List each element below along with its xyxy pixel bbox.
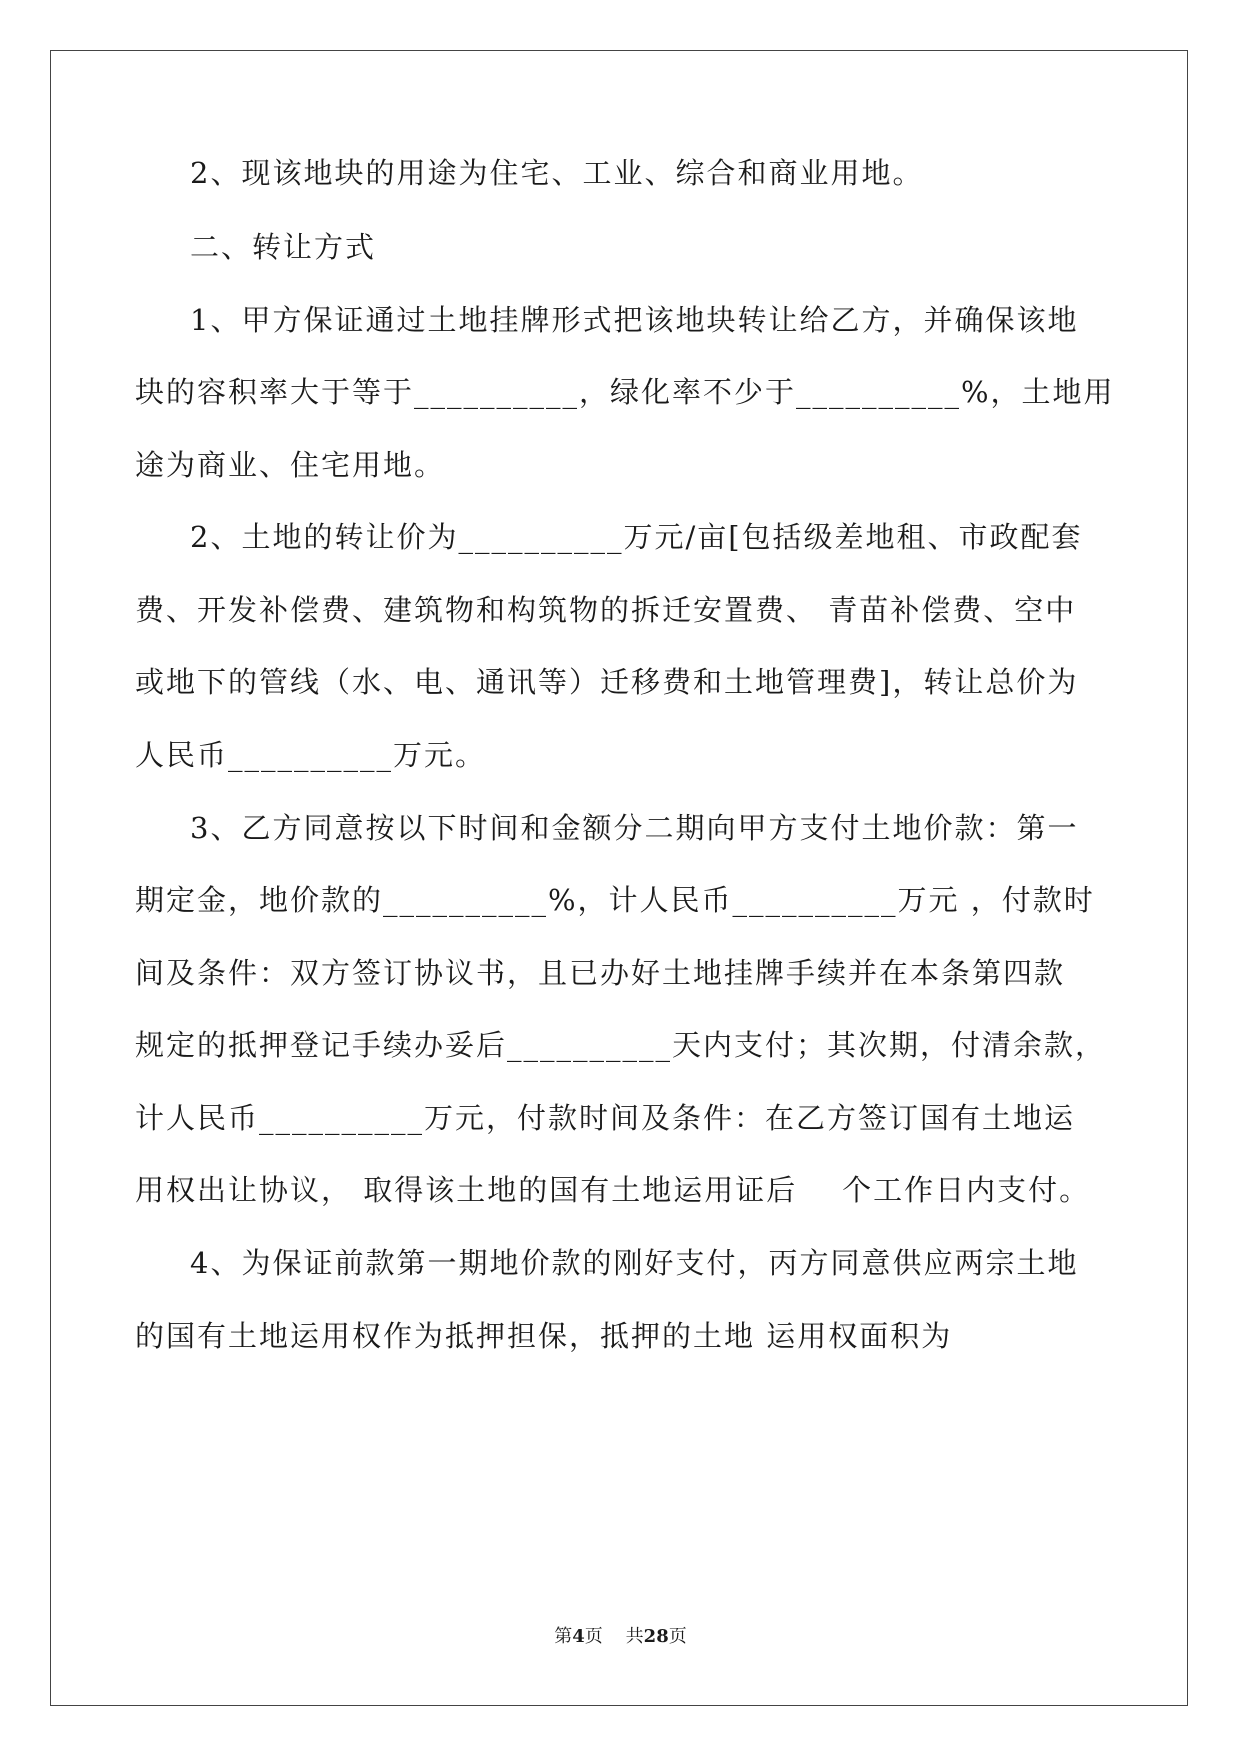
paragraph-line: 途为商业、住宅用地。 xyxy=(135,448,446,482)
paragraph-line: 期定金，地价款的__________%，计人民币__________万元 ，付款时 xyxy=(135,883,1095,917)
paragraph-line: 3、乙方同意按以下时间和金额分二期向甲方支付土地价款：第一 xyxy=(190,811,1079,845)
paragraph-line: 人民币__________万元。 xyxy=(135,738,487,772)
paragraph-line: 的国有土地运用权作为抵押担保，抵押的土地 运用权面积为 xyxy=(135,1319,953,1353)
paragraph-line: 2、土地的转让价为__________万元/亩[包括级差地租、市政配套 xyxy=(190,520,1083,554)
paragraph-line: 规定的抵押登记手续办妥后__________天内支付；其次期，付清余款， xyxy=(135,1028,1107,1062)
paragraph-line: 或地下的管线（水、电、通讯等）迁移费和土地管理费]，转让总价为 xyxy=(135,665,1079,699)
page-border xyxy=(50,50,1188,1706)
paragraph-line: 间及条件：双方签订协议书，且已办好土地挂牌手续并在本条第四款 xyxy=(135,956,1066,990)
paragraph-line: 1、甲方保证通过土地挂牌形式把该地块转让给乙方，并确保该地 xyxy=(190,303,1079,337)
section-heading: 二、转让方式 xyxy=(190,230,377,264)
footer-total-pages: 28 xyxy=(643,1626,669,1647)
paragraph-line: 2、现该地块的用途为住宅、工业、综合和商业用地。 xyxy=(190,156,924,190)
footer-page-number: 4 xyxy=(572,1626,585,1647)
paragraph-line: 用权出让协议， 取得该土地的国有土地运用证后 个工作日内支付。 xyxy=(135,1173,1091,1207)
paragraph-line: 4、为保证前款第一期地价款的刚好支付，丙方同意供应两宗土地 xyxy=(190,1246,1079,1280)
footer-page-suffix: 页 xyxy=(668,1626,687,1647)
paragraph-line: 费、开发补偿费、建筑物和构筑物的拆迁安置费、 青苗补偿费、空中 xyxy=(135,593,1077,627)
page-footer xyxy=(0,1622,1241,1648)
footer-page-prefix: 第 xyxy=(554,1626,573,1647)
footer-page-mid: 页 共 xyxy=(584,1626,644,1647)
paragraph-line: 计人民币__________万元，付款时间及条件：在乙方签订国有土地运 xyxy=(135,1101,1076,1135)
paragraph-line: 块的容积率大于等于__________，绿化率不少于__________%，土地用 xyxy=(135,375,1115,409)
